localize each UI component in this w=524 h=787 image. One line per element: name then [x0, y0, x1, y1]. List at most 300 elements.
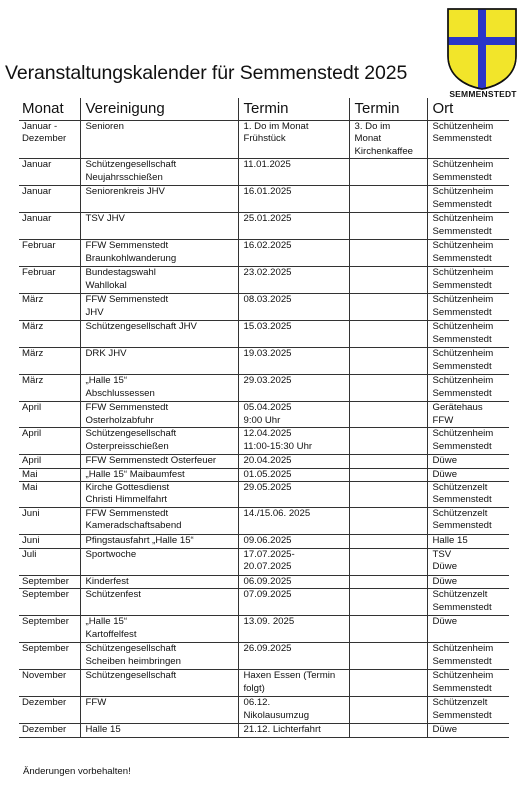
cell-line: Semmenstedt: [432, 133, 492, 145]
cell-line: TSV: [432, 549, 452, 561]
cell-termin-2: [349, 294, 427, 321]
cell-termin-2: [349, 697, 427, 724]
cell-vereinigung: [80, 535, 238, 549]
cell-monat: [19, 213, 80, 240]
cell-line: März: [22, 321, 44, 333]
cell-termin-2: [349, 348, 427, 375]
cell-vereinigung: [80, 468, 238, 481]
cell-line: Senioren: [85, 121, 124, 132]
cell-ort: [427, 697, 509, 724]
cell-ort: [427, 121, 509, 159]
cell-termin: [238, 267, 349, 294]
cell-ort: [427, 724, 509, 737]
cell-line: 19.03.2025: [243, 348, 292, 360]
cell-line: Semmenstedt: [432, 171, 492, 183]
cell-termin-2: [349, 616, 427, 643]
cell-line: Semmenstedt: [432, 333, 492, 345]
cell-termin: [238, 576, 349, 589]
cell-line: Schützenheim: [432, 321, 494, 333]
cell-line: Semmenstedt: [432, 252, 492, 264]
header-ort: Ort: [427, 98, 509, 121]
cell-termin-2: [349, 159, 427, 186]
cell-line: Januar: [22, 159, 52, 171]
cell-line: 08.03.2025: [243, 294, 292, 306]
cell-line: Semmenstedt: [432, 198, 492, 210]
cell-line: Semmenstedt: [432, 494, 492, 506]
cell-ort: [427, 643, 509, 670]
cell-ort: [427, 670, 509, 697]
cell-termin: [238, 616, 349, 643]
cell-monat: [19, 576, 80, 589]
cell-termin-2: [349, 670, 427, 697]
cell-line: 15.03.2025: [243, 321, 292, 333]
cell-line: Mai: [22, 468, 38, 480]
cell-line: Schützenzelt: [432, 697, 488, 709]
cell-monat: [19, 697, 80, 724]
cell-line: 11.01.2025: [243, 159, 291, 171]
cell-termin: [238, 213, 349, 240]
cell-termin: [238, 294, 349, 321]
cell-termin: [238, 697, 349, 724]
cell-line: 05.04.2025: [243, 402, 292, 414]
cell-line: Kartoffelfest: [85, 628, 137, 640]
cell-line: Pfingstausfahrt „Halle 15“: [85, 535, 194, 547]
cell-line: 20.07.2025: [243, 561, 292, 573]
cell-line: Schützenheim: [432, 375, 494, 387]
cell-vereinigung: [80, 402, 238, 428]
cell-termin: [238, 402, 349, 428]
cell-ort: [427, 549, 509, 576]
cell-line: 09.06.2025: [243, 535, 292, 547]
cell-termin-2: [349, 508, 427, 535]
table-row: [19, 697, 509, 724]
cell-monat: [19, 121, 80, 159]
cell-line: Semmenstedt: [432, 225, 492, 237]
cell-monat: [19, 159, 80, 186]
cell-line: Schützenheim: [432, 121, 494, 132]
cell-line: Semmenstedt: [432, 360, 492, 372]
table-header-row: [19, 98, 509, 121]
page-title: Veranstaltungskalender für Semmenstedt 2025: [5, 62, 408, 84]
header-vereinigung: Vereinigung: [80, 98, 238, 121]
cell-vereinigung: [80, 186, 238, 213]
table-row: [19, 576, 509, 589]
cell-line: September: [22, 643, 69, 655]
cell-line: 3. Do im: [354, 121, 391, 132]
cell-monat: [19, 643, 80, 670]
cell-monat: [19, 455, 80, 468]
cell-vereinigung: [80, 616, 238, 643]
table-row: [19, 670, 509, 697]
cell-line: April: [22, 428, 42, 440]
cell-ort: [427, 576, 509, 589]
cell-vereinigung: [80, 375, 238, 402]
cell-line: Semmenstedt: [432, 306, 492, 318]
cell-monat: [19, 482, 80, 508]
cell-line: März: [22, 348, 44, 360]
cell-line: Semmenstedt: [432, 387, 492, 399]
cell-monat: [19, 186, 80, 213]
cell-termin-2: [349, 455, 427, 468]
cell-line: Dezember: [22, 133, 67, 145]
table-row: [19, 643, 509, 670]
cell-ort: [427, 375, 509, 402]
cell-line: 16.01.2025: [243, 186, 292, 198]
cell-vereinigung: [80, 267, 238, 294]
cell-line: Kinderfest: [85, 576, 129, 588]
cell-line: Dezember: [22, 724, 67, 736]
cell-line: Braunkohlwanderung: [85, 252, 177, 264]
cell-line: Juli: [22, 549, 37, 561]
cell-line: Scheiben heimbringen: [85, 655, 181, 667]
cell-line: TSV JHV: [85, 213, 125, 225]
cell-monat: [19, 616, 80, 643]
cell-termin-2: [349, 121, 427, 159]
cell-line: Nikolausumzug: [243, 709, 310, 721]
logo-caption: SEMMENSTEDT: [449, 89, 517, 99]
cell-termin-2: [349, 267, 427, 294]
cell-termin-2: [349, 428, 427, 455]
cell-termin: [238, 428, 349, 455]
cell-line: September: [22, 576, 69, 588]
cell-ort: [427, 428, 509, 455]
table-row: [19, 455, 509, 468]
cell-ort: [427, 321, 509, 348]
cell-line: Juni: [22, 508, 40, 520]
cell-line: Schützenzelt: [432, 482, 488, 494]
cell-line: 17.07.2025-: [243, 549, 295, 561]
cell-line: FFW Semmenstedt Osterfeuer: [85, 455, 217, 467]
cell-termin: [238, 724, 349, 737]
cell-ort: [427, 468, 509, 481]
cell-line: 9:00 Uhr: [243, 414, 281, 426]
cell-termin-2: [349, 535, 427, 549]
cell-termin: [238, 535, 349, 549]
cell-line: Semmenstedt: [432, 279, 492, 291]
cell-line: Schützenheim: [432, 348, 494, 360]
cell-line: 25.01.2025: [243, 213, 292, 225]
cell-line: Halle 15: [432, 535, 468, 547]
cell-line: Semmenstedt: [432, 709, 492, 721]
table-row: [19, 549, 509, 576]
cell-line: Schützengesellschaft: [85, 159, 177, 171]
cell-line: November: [22, 670, 67, 682]
cell-line: Sportwoche: [85, 549, 137, 561]
cell-line: Semmenstedt: [432, 682, 492, 694]
cell-line: Semmenstedt: [432, 655, 492, 667]
cell-line: 16.02.2025: [243, 240, 292, 252]
cell-line: Schützenzelt: [432, 589, 488, 601]
cell-line: September: [22, 616, 69, 628]
cell-line: Monat: [354, 133, 382, 145]
cell-ort: [427, 213, 509, 240]
cell-vereinigung: [80, 348, 238, 375]
cell-monat: [19, 724, 80, 737]
cell-termin-2: [349, 186, 427, 213]
cell-line: Christi Himmelfahrt: [85, 494, 168, 506]
cell-ort: [427, 535, 509, 549]
cell-line: FFW: [432, 414, 454, 426]
cell-monat: [19, 294, 80, 321]
cell-ort: [427, 267, 509, 294]
cell-vereinigung: [80, 455, 238, 468]
cell-ort: [427, 159, 509, 186]
cell-termin: [238, 589, 349, 616]
table-row: [19, 321, 509, 348]
cell-line: FFW Semmenstedt: [85, 240, 169, 252]
cell-line: Kameradschaftsabend: [85, 520, 182, 532]
table-row: [19, 616, 509, 643]
table-row: [19, 240, 509, 267]
cell-line: Februar: [22, 267, 56, 279]
cell-termin: [238, 121, 349, 159]
cell-line: Dezember: [22, 697, 67, 709]
cell-line: September: [22, 589, 69, 601]
cell-vereinigung: [80, 549, 238, 576]
cell-vereinigung: [80, 240, 238, 267]
cell-termin: [238, 549, 349, 576]
cell-line: Düwe: [432, 561, 458, 573]
cell-line: Schützenheim: [432, 186, 494, 198]
cell-line: Abschlussessen: [85, 387, 155, 399]
cell-termin: [238, 643, 349, 670]
cell-line: 29.05.2025: [243, 482, 292, 494]
cell-monat: [19, 535, 80, 549]
header-termin: Termin: [238, 98, 349, 121]
cell-line: Frühstück: [243, 133, 286, 145]
table-row: [19, 159, 509, 186]
cell-ort: [427, 589, 509, 616]
cell-monat: [19, 468, 80, 481]
cell-monat: [19, 375, 80, 402]
cell-line: Schützenheim: [432, 294, 494, 306]
cell-vereinigung: [80, 482, 238, 508]
cell-line: Schützenheim: [432, 643, 494, 655]
cell-vereinigung: [80, 589, 238, 616]
cell-line: Seniorenkreis JHV: [85, 186, 165, 198]
cell-ort: [427, 348, 509, 375]
cell-line: Semmenstedt: [432, 520, 492, 532]
table-row: [19, 428, 509, 455]
table-row: [19, 508, 509, 535]
table-row: [19, 724, 509, 737]
cell-line: DRK JHV: [85, 348, 127, 360]
table-row: [19, 402, 509, 428]
cell-ort: [427, 482, 509, 508]
cell-monat: [19, 508, 80, 535]
cell-termin-2: [349, 240, 427, 267]
cell-line: Neujahrsschießen: [85, 171, 163, 183]
table-row: [19, 186, 509, 213]
cell-line: Schützenzelt: [432, 508, 488, 520]
table-row: [19, 375, 509, 402]
cell-line: Düwe: [432, 576, 458, 588]
cell-line: 23.02.2025: [243, 267, 292, 279]
cell-vereinigung: [80, 213, 238, 240]
cell-line: Schützenheim: [432, 428, 494, 440]
cell-line: März: [22, 294, 44, 306]
cell-line: Juni: [22, 535, 40, 547]
cell-ort: [427, 186, 509, 213]
cell-line: FFW: [85, 697, 107, 709]
cell-line: 13.09. 2025: [243, 616, 295, 628]
cell-line: FFW Semmenstedt: [85, 508, 169, 520]
cell-line: „Halle 15“: [85, 375, 128, 387]
cell-termin-2: [349, 589, 427, 616]
cell-vereinigung: [80, 508, 238, 535]
cell-vereinigung: [80, 321, 238, 348]
cell-line: Düwe: [432, 455, 458, 467]
cell-line: Düwe: [432, 468, 458, 480]
cell-line: 06.09.2025: [243, 576, 292, 588]
cell-vereinigung: [80, 159, 238, 186]
cell-line: „Halle 15“: [85, 616, 128, 628]
cell-line: Wahllokal: [85, 279, 127, 291]
cell-line: Kirche Gottesdienst: [85, 482, 170, 494]
cell-monat: [19, 589, 80, 616]
cell-monat: [19, 670, 80, 697]
cell-line: 20.04.2025: [243, 455, 292, 467]
table-body: [19, 121, 509, 738]
cell-line: Schützengesellschaft: [85, 428, 177, 440]
table-row: [19, 213, 509, 240]
table-row: [19, 535, 509, 549]
cell-line: 01.05.2025: [243, 468, 292, 480]
cell-line: Schützenheim: [432, 159, 494, 171]
cell-monat: [19, 240, 80, 267]
cell-line: Kirchenkaffee: [354, 145, 413, 157]
cell-line: Düwe: [432, 616, 458, 628]
cell-termin: [238, 375, 349, 402]
cell-line: April: [22, 402, 42, 414]
footer-note: Änderungen vorbehalten!: [23, 766, 131, 777]
cell-monat: [19, 321, 80, 348]
cell-line: JHV: [85, 306, 104, 318]
cell-monat: [19, 348, 80, 375]
cell-line: 14./15.06. 2025: [243, 508, 311, 520]
cell-vereinigung: [80, 428, 238, 455]
table-row: [19, 348, 509, 375]
table-row: [19, 267, 509, 294]
cell-line: Januar: [22, 213, 52, 225]
cell-monat: [19, 402, 80, 428]
cell-line: Schützengesellschaft: [85, 643, 177, 655]
event-calendar-table: [19, 98, 509, 738]
cell-ort: [427, 508, 509, 535]
cell-vereinigung: [80, 670, 238, 697]
cell-termin: [238, 159, 349, 186]
cell-line: Februar: [22, 240, 56, 252]
cell-termin-2: [349, 375, 427, 402]
cell-line: FFW Semmenstedt: [85, 402, 169, 414]
cell-termin: [238, 482, 349, 508]
cell-monat: [19, 428, 80, 455]
cell-line: Mai: [22, 482, 38, 494]
cell-termin-2: [349, 213, 427, 240]
cell-line: März: [22, 375, 44, 387]
cell-line: Haxen Essen (Termin: [243, 670, 336, 682]
cell-line: 21.12. Lichterfahrt: [243, 724, 321, 736]
cell-termin: [238, 240, 349, 267]
cell-termin: [238, 348, 349, 375]
cell-termin-2: [349, 549, 427, 576]
cell-ort: [427, 402, 509, 428]
cell-line: FFW Semmenstedt: [85, 294, 169, 306]
cell-vereinigung: [80, 121, 238, 159]
cell-line: Halle 15: [85, 724, 121, 736]
cell-line: 07.09.2025: [243, 589, 292, 601]
cell-vereinigung: [80, 697, 238, 724]
cell-termin: [238, 321, 349, 348]
table-row: [19, 121, 509, 159]
cell-line: 06.12.: [243, 697, 271, 709]
cell-ort: [427, 294, 509, 321]
cell-line: 12.04.2025: [243, 428, 292, 440]
cell-line: Gerätehaus: [432, 402, 483, 414]
cell-termin: [238, 508, 349, 535]
cell-termin: [238, 468, 349, 481]
cell-ort: [427, 455, 509, 468]
cell-line: Schützenheim: [432, 670, 494, 682]
cell-line: „Halle 15“ Maibaumfest: [85, 468, 185, 480]
cell-vereinigung: [80, 724, 238, 737]
cell-line: Schützenheim: [432, 267, 494, 279]
cell-line: Januar -: [22, 121, 58, 132]
cell-vereinigung: [80, 294, 238, 321]
table-row: [19, 482, 509, 508]
header-monat: Monat: [19, 98, 80, 121]
cell-termin-2: [349, 724, 427, 737]
cell-line: Osterholzabfuhr: [85, 414, 154, 426]
cell-termin-2: [349, 643, 427, 670]
cell-termin-2: [349, 468, 427, 481]
cell-line: 29.03.2025: [243, 375, 292, 387]
cell-line: Schützenfest: [85, 589, 141, 601]
cell-line: Semmenstedt: [432, 601, 492, 613]
header-termin-2: Termin: [349, 98, 427, 121]
cell-termin-2: [349, 576, 427, 589]
cell-termin: [238, 455, 349, 468]
cell-line: Schützenheim: [432, 240, 494, 252]
cell-vereinigung: [80, 643, 238, 670]
table-row: [19, 294, 509, 321]
cell-monat: [19, 549, 80, 576]
cell-ort: [427, 240, 509, 267]
cell-termin: [238, 186, 349, 213]
cell-termin: [238, 670, 349, 697]
cell-line: Bundestagswahl: [85, 267, 156, 279]
cell-line: Osterpreisschießen: [85, 440, 169, 452]
cell-line: Schützengesellschaft: [85, 670, 177, 682]
cell-line: Schützenheim: [432, 213, 494, 225]
cell-line: Januar: [22, 186, 52, 198]
cell-line: Düwe: [432, 724, 458, 736]
table-row: [19, 468, 509, 481]
cell-vereinigung: [80, 576, 238, 589]
cell-monat: [19, 267, 80, 294]
cell-line: 26.09.2025: [243, 643, 292, 655]
cell-line: 11:00-15:30 Uhr: [243, 440, 313, 452]
cell-line: Schützengesellschaft JHV: [85, 321, 197, 333]
cell-line: folgt): [243, 682, 265, 694]
cell-termin-2: [349, 321, 427, 348]
cell-line: 1. Do im Monat: [243, 121, 309, 132]
cell-termin-2: [349, 482, 427, 508]
cell-line: April: [22, 455, 42, 467]
cell-termin-2: [349, 402, 427, 428]
table-row: [19, 589, 509, 616]
cell-ort: [427, 616, 509, 643]
